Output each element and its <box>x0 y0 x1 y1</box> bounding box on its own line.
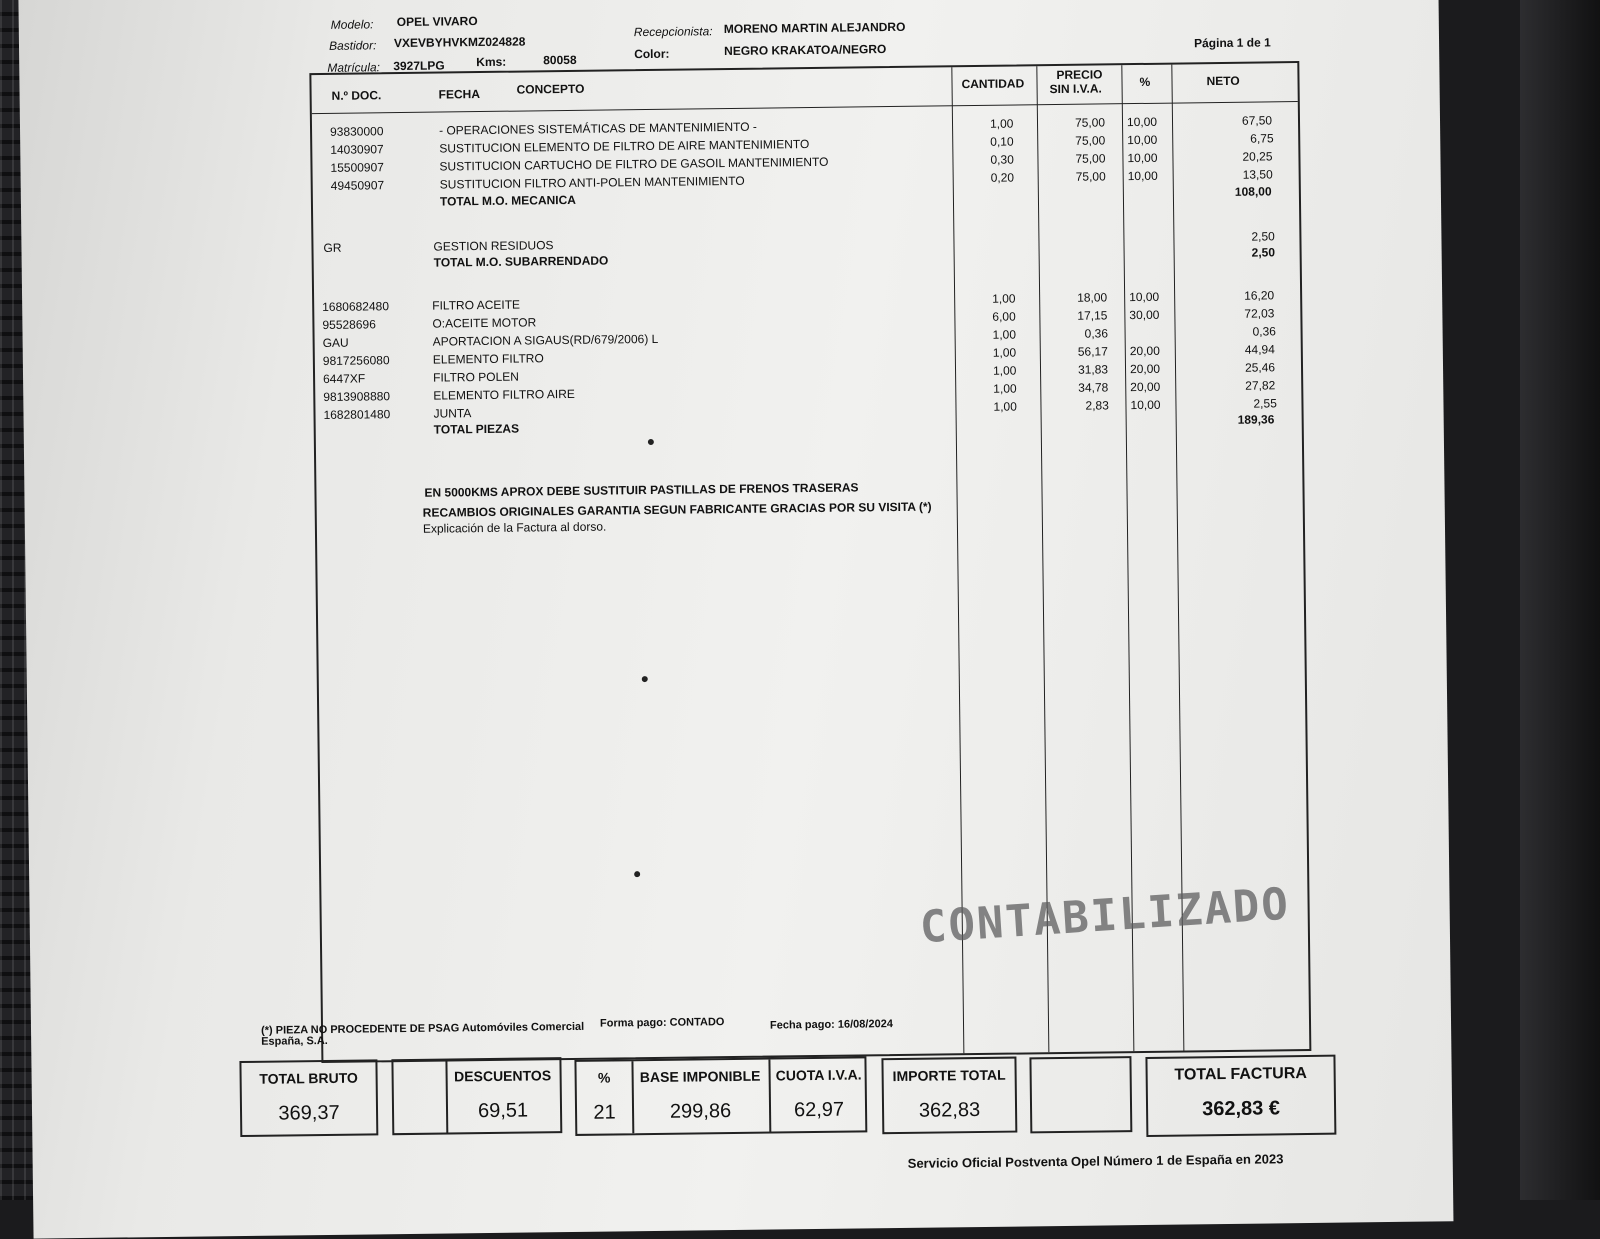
speck <box>634 871 640 877</box>
col-neto: NETO <box>1206 73 1240 89</box>
forma-pago: Forma pago: CONTADO <box>599 1016 725 1030</box>
importe-total-box <box>881 1057 1017 1135</box>
col-cantidad: CANTIDAD <box>961 76 1025 92</box>
bastidor-label: Bastidor: <box>328 38 377 53</box>
row-pct: 30,00 <box>1129 307 1160 323</box>
row-pct: 20,00 <box>1129 343 1160 359</box>
row-doc: 49450907 <box>330 178 385 193</box>
row-cantidad: 0,10 <box>990 134 1014 149</box>
row-doc: GR <box>323 240 342 255</box>
row-neto: 0,36 <box>1252 324 1277 339</box>
kms-value: 80058 <box>543 52 577 68</box>
speck <box>648 439 654 445</box>
row-cantidad: 1,00 <box>992 327 1017 342</box>
row-doc: 6447XF <box>323 371 366 386</box>
total-factura-value: 362,83 € <box>1202 1097 1281 1121</box>
modelo-value: OPEL VIVARO <box>396 14 478 30</box>
row-doc: 15500907 <box>330 160 384 175</box>
pieza-note: (*) PIEZA NO PROCEDENTE DE PSAG Automóviles Comercial España, S.A. <box>260 1020 585 1048</box>
row-concepto: TOTAL PIEZAS <box>433 421 520 437</box>
col-concepto: CONCEPTO <box>516 81 585 97</box>
row-concepto: SUSTITUCION FILTRO ANTI-POLEN MANTENIMIENTO <box>439 173 745 192</box>
row-cantidad: 1,00 <box>992 291 1016 306</box>
row-cantidad: 1,00 <box>993 399 1017 414</box>
fecha-pago: Fecha pago: 16/08/2024 <box>769 1018 893 1032</box>
row-pct: 20,00 <box>1129 361 1161 377</box>
row-precio: 2,83 <box>1085 398 1109 413</box>
row-concepto: ELEMENTO FILTRO AIRE <box>433 386 575 403</box>
row-neto: 108,00 <box>1234 184 1272 199</box>
row-precio: 75,00 <box>1075 169 1106 184</box>
row-cantidad: 1,00 <box>993 381 1017 396</box>
base-imponible-label: BASE IMPONIBLE <box>639 1067 761 1086</box>
page-number: Página 1 de 1 <box>1193 35 1271 51</box>
cuota-iva-label: CUOTA I.V.A. <box>775 1066 862 1084</box>
contabilizado-stamp: CONTABILIZADO <box>918 878 1292 954</box>
row-doc: 1682801480 <box>323 407 391 422</box>
base-cuota-box <box>574 1056 867 1136</box>
row-pct: 20,00 <box>1130 379 1161 395</box>
row-neto: 20,25 <box>1242 149 1273 164</box>
row-pct: 10,00 <box>1129 289 1160 305</box>
note-line-2: RECAMBIOS ORIGINALES GARANTIA SEGUN FABRICANTE GRACIAS POR SU VISITA (*) <box>422 499 932 520</box>
blank-box <box>1029 1056 1132 1133</box>
col-pct: % <box>1139 74 1151 89</box>
row-pct: 10,00 <box>1127 150 1158 166</box>
row-concepto: ELEMENTO FILTRO <box>432 351 544 367</box>
invoice-paper <box>18 0 1453 1239</box>
speck <box>642 676 648 682</box>
total-factura-box <box>1145 1055 1336 1137</box>
row-cantidad: 0,20 <box>990 170 1015 185</box>
row-doc: 9817256080 <box>322 353 390 368</box>
col-doc: N.º DOC. <box>331 88 382 103</box>
row-doc: 14030907 <box>330 142 384 157</box>
row-cantidad: 1,00 <box>989 116 1014 131</box>
row-concepto: JUNTA <box>433 406 472 421</box>
descuentos-box <box>391 1057 562 1135</box>
row-precio: 17,15 <box>1077 308 1108 323</box>
row-neto: 2,55 <box>1253 396 1277 411</box>
row-neto: 13,50 <box>1242 167 1273 182</box>
row-neto: 2,50 <box>1251 229 1275 244</box>
row-cantidad: 1,00 <box>992 345 1017 360</box>
recepcionista-label: Recepcionista: <box>633 24 713 40</box>
row-concepto: FILTRO ACEITE <box>432 297 521 313</box>
row-precio: 75,00 <box>1075 133 1106 148</box>
row-doc: 1680682480 <box>322 299 390 314</box>
row-concepto: - OPERACIONES SISTEMÁTICAS DE MANTENIMIENTO - <box>438 119 757 138</box>
row-concepto: SUSTITUCION ELEMENTO DE FILTRO DE AIRE MANTENIMIENTO <box>439 137 810 156</box>
row-cantidad: 1,00 <box>992 363 1017 378</box>
row-neto: 6,75 <box>1250 131 1274 146</box>
pct-value: 21 <box>593 1101 616 1124</box>
row-doc: 9813908880 <box>323 389 391 404</box>
row-pct: 10,00 <box>1126 114 1158 130</box>
descuentos-value: 69,51 <box>477 1099 529 1123</box>
row-neto: 44,94 <box>1244 342 1275 357</box>
row-pct: 10,00 <box>1127 168 1158 184</box>
row-doc: GAU <box>322 335 349 350</box>
base-imponible-value: 299,86 <box>669 1100 732 1123</box>
row-neto: 67,50 <box>1241 113 1273 128</box>
recepcionista-value: MORENO MARTIN ALEJANDRO <box>723 19 906 37</box>
row-concepto: O:ACEITE MOTOR <box>432 315 537 331</box>
cuota-iva-value: 62,97 <box>793 1098 845 1122</box>
modelo-label: Modelo: <box>330 17 374 32</box>
total-factura-label: TOTAL FACTURA <box>1174 1065 1307 1084</box>
row-precio: 31,83 <box>1077 362 1109 377</box>
kms-label: Kms: <box>476 54 507 70</box>
row-precio: 34,78 <box>1078 380 1109 395</box>
color-label: Color: <box>634 46 670 62</box>
col-fecha: FECHA <box>438 87 481 102</box>
color-value: NEGRO KRAKATOA/NEGRO <box>724 42 887 59</box>
seat-fabric-right <box>1520 0 1600 1200</box>
row-pct: 10,00 <box>1130 397 1161 413</box>
row-neto: 25,46 <box>1244 360 1276 375</box>
pct-label: % <box>597 1069 611 1086</box>
row-doc: 93830000 <box>329 124 384 139</box>
row-concepto: TOTAL M.O. SUBARRENDADO <box>433 253 609 270</box>
row-concepto: FILTRO POLEN <box>432 369 519 385</box>
row-pct: 10,00 <box>1127 132 1158 148</box>
matricula-value: 3927LPG <box>393 58 445 74</box>
row-neto: 189,36 <box>1237 412 1275 427</box>
row-concepto: TOTAL M.O. MECANICA <box>439 192 577 209</box>
bottom-line: Servicio Oficial Postventa Opel Número 1 de España en 2023 <box>907 1151 1284 1171</box>
row-neto: 16,20 <box>1244 288 1275 303</box>
row-cantidad: 6,00 <box>992 309 1016 324</box>
row-precio: 18,00 <box>1077 290 1108 305</box>
row-neto: 2,50 <box>1251 245 1276 260</box>
row-precio: 56,17 <box>1077 344 1108 359</box>
col-precio-bottom: SIN I.V.A. <box>1049 81 1102 97</box>
row-neto: 27,82 <box>1245 378 1276 393</box>
importe-total-value: 362,83 <box>918 1099 981 1122</box>
row-cantidad: 0,30 <box>990 152 1014 167</box>
row-concepto: GESTION RESIDUOS <box>433 238 554 254</box>
importe-total-label: IMPORTE TOTAL <box>892 1066 1006 1085</box>
row-precio: 0,36 <box>1084 326 1109 341</box>
total-bruto-box <box>239 1059 378 1137</box>
row-precio: 75,00 <box>1075 151 1106 166</box>
col-precio-top: PRECIO <box>1056 67 1103 82</box>
row-precio: 75,00 <box>1074 115 1106 130</box>
total-bruto-value: 369,37 <box>278 1101 340 1125</box>
row-neto: 72,03 <box>1244 306 1275 321</box>
note-line-3: Explicación de la Factura al dorso. <box>422 519 607 536</box>
total-bruto-label: TOTAL BRUTO <box>259 1069 358 1087</box>
row-doc: 95528696 <box>322 317 376 332</box>
row-concepto: SUSTITUCION CARTUCHO DE FILTRO DE GASOIL MANTENIMIENTO <box>439 154 829 174</box>
descuentos-label: DESCUENTOS <box>454 1067 552 1085</box>
row-concepto: APORTACION A SIGAUS(RD/679/2006) L <box>432 331 659 349</box>
bastidor-value: VXEVBYHVKMZ024828 <box>393 34 526 51</box>
matricula-label: Matrícula: <box>327 60 381 75</box>
note-line-1: EN 5000KMS APROX DEBE SUSTITUIR PASTILLAS DE FRENOS TRASERAS <box>424 480 859 500</box>
